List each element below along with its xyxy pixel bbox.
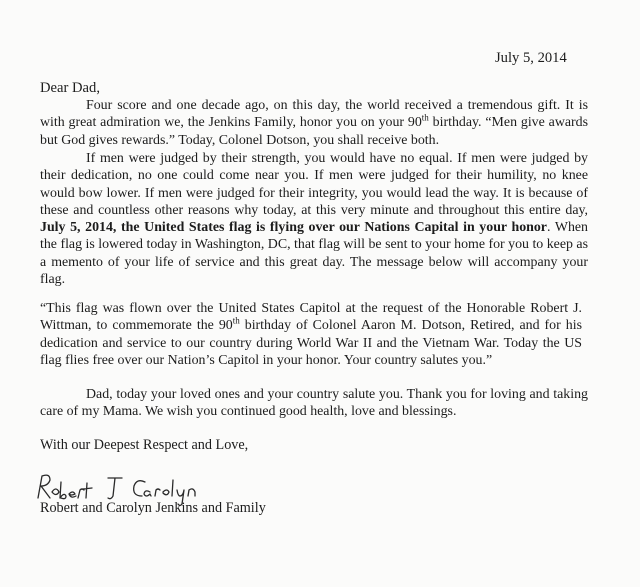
flag-announcement: July 5, 2014, the United States flag is flying over our Nations Capital in your honor bbox=[40, 220, 547, 236]
paragraph-opening-text-a: Four score and one decade ago, on this day, the world received a tremendous gift. It is with great admiration we, the Jenkins Family, honor you on your 90 bbox=[40, 98, 588, 131]
ordinal-suffix: th bbox=[232, 315, 240, 326]
letter-date: July 5, 2014 bbox=[495, 50, 567, 66]
ordinal-suffix: th bbox=[421, 112, 429, 123]
paragraph-opening bbox=[40, 97, 588, 149]
paragraph-tribute-text-b: . When the flag is lowered today in Washington, DC, that flag will be sent to your home for you to keep as a memento of your life of service and this great day. The message below will accompany your flag. bbox=[40, 220, 588, 288]
flag-message-text-b: birthday of Colonel Aaron M. Dotson, Retired, and for his dedication and service to our country during World War II and the Vietnam War. Today the US flag flies free over our Nation’s Capitol in your honor. Your country salutes you.” bbox=[40, 318, 582, 368]
signatory-name: Robert and Carolyn Jenkins and Family bbox=[40, 500, 266, 516]
paragraph-opening-text-b: birthday. “Men give awards but God gives rewards.” Today, Colonel Dotson, you shall receive both. bbox=[40, 115, 588, 148]
closing-line: With our Deepest Respect and Love, bbox=[40, 437, 249, 453]
paragraph-tribute bbox=[40, 150, 588, 288]
paragraph-closing bbox=[40, 386, 588, 421]
flag-message-text-a: “This flag was flown over the United States Capitol at the request of the Honorable Robert J. Wittman, to commemorate the 90 bbox=[40, 301, 582, 334]
paragraph-closing-text: Dad, today your loved ones and your country salute you. Thank you for loving and taking care of my Mama. We wish you continued good health, love and blessings. bbox=[40, 387, 588, 420]
flag-message-quote bbox=[40, 300, 582, 369]
paragraph-tribute-text-a: If men were judged by their strength, you would have no equal. If men were judged by their dedication, no one could come near you. If men were judged for their humility, no knee would bow lower. If men were judged for their integrity, you would lead the way. It is because of these and countless other reasons why today, at this very minute and throughout this entire day, bbox=[40, 151, 588, 218]
salutation: Dear Dad, bbox=[40, 80, 100, 96]
